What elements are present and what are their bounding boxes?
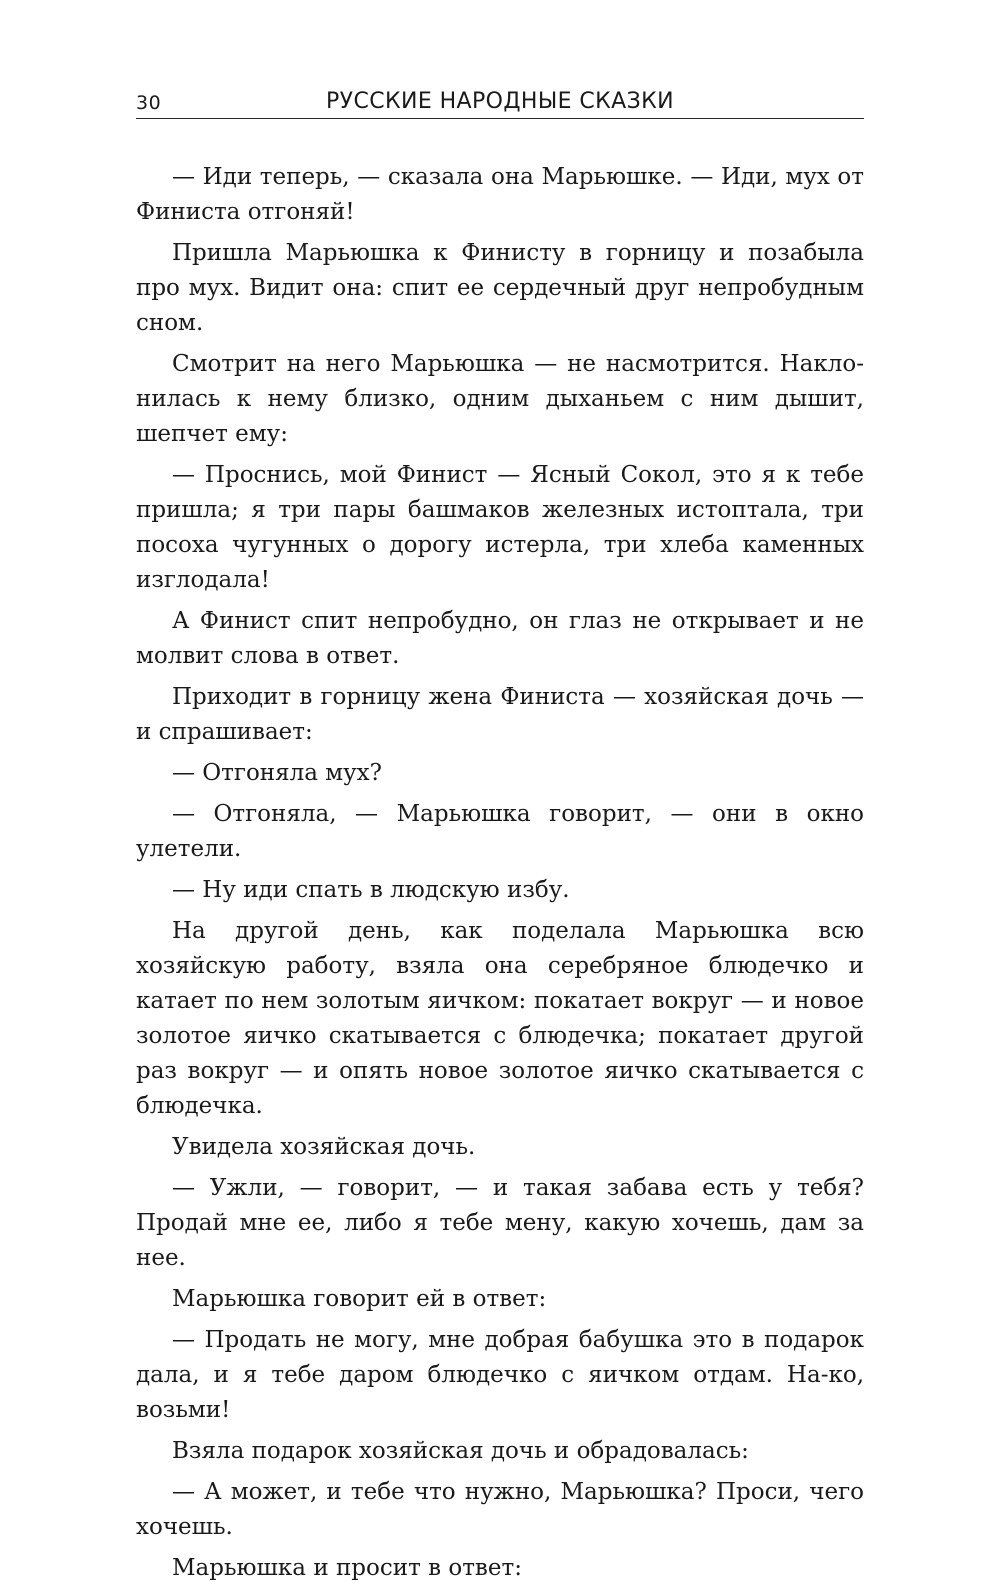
paragraph: Увидела хозяйская дочь. [172, 1134, 476, 1160]
paragraph: Смотрит на него Марьюшка — не насмотрится. Наклонилась к нему близко, одним дыханьем с ним дышит, шепчет ему: [136, 351, 864, 447]
paragraph: — Проснись, мой Финист — Ясный Сокол, это я к тебе пришла; я три пары башмаков железных истоптала, три посоха чугунных о дорогу истерла, три хлеба каменных изглодала! [136, 462, 864, 593]
paragraph: — Ну иди спать в людскую избу. [172, 877, 570, 903]
paragraph: — А может, и тебе что нужно, Марьюшка? Проси, чего хочешь. [136, 1479, 864, 1540]
paragraph: Марьюшка и просит в ответ: [172, 1555, 522, 1581]
running-title: РУССКИЕ НАРОДНЫЕ СКАЗКИ [326, 89, 674, 114]
paragraph: — Ужли, — говорит, — и такая забава есть у тебя? Продай мне ее, либо я тебе мену, какую хочешь, дам за нее. [136, 1175, 864, 1271]
page-header [136, 86, 864, 119]
paragraph: Пришла Марьюшка к Финисту в горницу и позабыла про мух. Видит она: спит ее сердечный друг непробудным сном. [136, 240, 864, 336]
paragraph: Взяла подарок хозяйская дочь и обрадовалась: [172, 1438, 749, 1464]
paragraph: Марьюшка говорит ей в ответ: [172, 1286, 547, 1312]
body-text [136, 160, 864, 1592]
paragraph: — Отгоняла, — Марьюшка говорит, — они в окно улетели. [136, 801, 864, 862]
page-number: 30 [136, 92, 162, 114]
paragraph: — Иди теперь, — сказала она Марьюшке. — Иди, мух от Финиста отгоняй! [136, 164, 864, 225]
paragraph: А Финист спит непробудно, он глаз не открывает и не молвит слова в ответ. [136, 608, 864, 669]
paragraph: Приходит в горницу жена Финиста — хозяйская дочь — и спрашивает: [136, 684, 864, 745]
paragraph: — Продать не могу, мне добрая бабушка это в подарок дала, и я тебе даром блюдечко с яичком отдам. На-ко, возьми! [136, 1327, 864, 1423]
paragraph: На другой день, как поделала Марьюшка всю хозяйскую работу, взяла она серебряное блюдечко и катает по нем золотым яичком: покатает вокруг — и новое золотое яичко скатывается с блюдечка; покатает другой раз вокруг — и опять новое золотое яичко скатывается с блюдечка. [136, 918, 864, 1119]
paragraph: — Отгоняла мух? [172, 760, 382, 786]
